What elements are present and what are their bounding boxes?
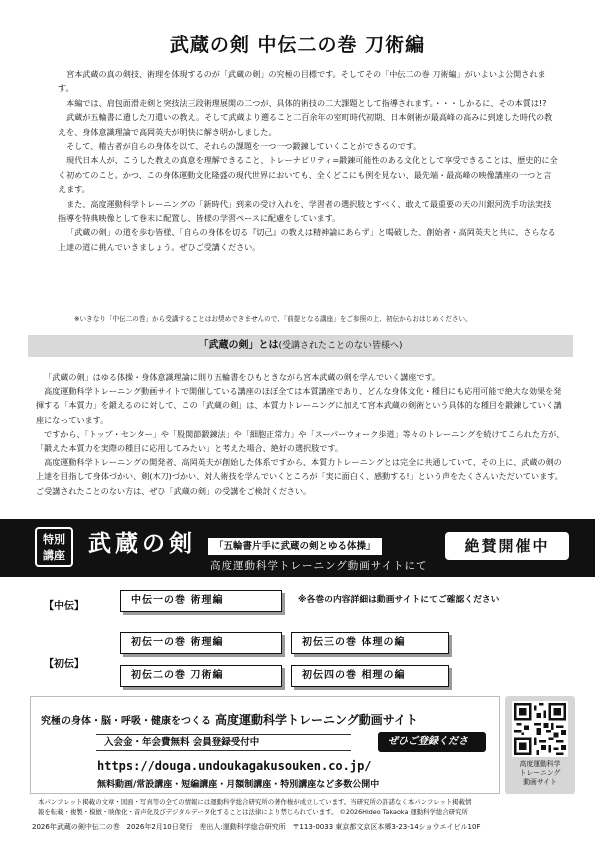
copyright-notice (38, 797, 568, 817)
shoden-label: 【初伝】 (44, 659, 84, 670)
intro-paragraph: そして、稽古者が自らの身体を以て、それらの課題を一つ一つ鍛錬していくことができるのです。 (66, 141, 422, 152)
footer (32, 822, 572, 832)
copyright-mark: ©2026Hideo Takaoka 運動科学総合研究所 (339, 808, 468, 816)
course-chuden-1[interactable]: 中伝一の巻 術理編 (120, 590, 282, 612)
slogan-text: 究極の身体・脳・呼吸・健康をつくる (41, 716, 211, 727)
course-shoden-4[interactable]: 初伝四の巻 相理の編 (291, 665, 449, 687)
course-shoden-3[interactable]: 初伝三の巻 体理の編 (291, 632, 449, 654)
section-heading-main: 「武蔵の剣」とは (198, 340, 279, 351)
course-shoden-2[interactable]: 初伝二の巻 刀術編 (120, 665, 282, 687)
section-heading-sub: (受講されたことのない皆様へ) (278, 341, 403, 351)
chuden-label: 【中伝】 (44, 601, 84, 612)
promo-subtitle: 「五輪書片手に武蔵の剣とゆる体操」 (208, 538, 382, 555)
prerequisite-note: ※いきなり「中伝二の巻」から受講することはお奨めできませんので、「前提となる講座」をご参照の上、初伝からおはじめください。 (74, 315, 472, 323)
site-info-box (30, 696, 500, 794)
copyright-line (38, 807, 568, 817)
intro-paragraph: 本編では、肩包面滑走剣と突技法三段術理展開の二つが、具体的術技の二大課題として指導されます。・・・しかるに、その本質は!? (66, 97, 547, 108)
copyright-line: 本パンフレット掲載の文章・図面・写真等の全ての情報には運動科学総合研究所の著作権が成立しています。当研究所の許諾なく本パンフレット掲載情 (38, 798, 472, 806)
site-name: 高度運動科学トレーニング動画サイト (215, 713, 418, 727)
qr-label-line: 高度運動科学 (519, 760, 561, 768)
membership-info: 入会金・年会費無料 会員登録受付中 (96, 734, 351, 751)
page-title: 武蔵の剣 中伝二の巻 刀術編 (169, 34, 426, 56)
about-paragraph: 高度運動科学トレーニング動画サイトで開催している講座のほぼ全ては本質講座であり、どんな身体文化・種目にも応用可能で絶大な効果を発揮する「本質力」を鍛えるのに対して、この「武蔵の剣」は、本質力トレーニングに加えて宮本武蔵の剣術という具体的な種目を鍛錬していく講座になっています。 (36, 386, 562, 425)
special-course-badge (35, 527, 73, 567)
intro-paragraph: 宮本武蔵の真の剣技、術理を体現するのが「武蔵の剣」の究極の目標です。そしてその「中伝二の巻 刀術編」がいよいよ公開されます。 (58, 69, 546, 94)
now-showing-badge: 絶賛開催中 (445, 532, 569, 560)
copyright-text: 報を転載・複製・模倣・映像化・音声化及びデジタルデータ化することは法律により禁じられています。 (38, 808, 338, 816)
about-section (36, 370, 566, 498)
course-shoden-1[interactable]: 初伝一の巻 術理編 (120, 632, 282, 654)
footer-address: 〒113-0033 東京都文京区本郷3-23-14ショウエイビル10F (292, 823, 481, 831)
about-paragraph: 高度運動科学トレーニングの開発者、高岡英夫が創始した体系ですから、本質力トレーニングとは完全に共通していて、その上に、武蔵の剣の上達を目指して身体づかい、剣(木刀)づかい、対人術技を学んでいくところが「実に面白く、感動する!」という声をたくさんいただいています。ご受講されたことのない方は、ぜひ「武蔵の剣」の受講をご検討ください。 (36, 457, 563, 496)
intro-paragraph: また、高度運動科学トレーニングの「新時代」到来の受け入れを、学習者の選択肢とすべく、敢えて最重要の天の川銀河洗手功法実技指導を特典映像として巻末に配置し、皆様の学習ペースに配慮をしています。 (58, 198, 552, 224)
site-url-link[interactable]: https://douga.undoukagakusouken.co.jp/ (97, 759, 372, 773)
badge-line: 講座 (43, 549, 65, 562)
section-heading (28, 335, 573, 357)
qr-code-icon[interactable] (512, 701, 568, 757)
qr-label-line: 動画サイト (523, 778, 557, 786)
footer-publisher: 差出人:運動科学総合研究所 (199, 823, 286, 831)
qr-label (505, 760, 575, 787)
promo-brand: 武蔵の剣 (88, 530, 196, 557)
intro-section (58, 67, 558, 254)
badge-line: 特別 (43, 533, 65, 546)
footer-doc: 2026年武蔵の剣中伝二の巻 (32, 823, 120, 831)
register-button[interactable]: ぜひご登録ください (378, 732, 486, 752)
course-list-summary: 無料動画/常設講座・短編講座・月額制講座・特別講座など多数公開中 (97, 780, 380, 790)
intro-paragraph: 「武蔵の剣」の道を歩む皆様、「自らの身体を切る『切己』の教えは精神論にあらず」と喝破した、創始者・高岡英夫と共に、さらなる上達の道に挑んでいきましょう。ぜひご受講ください。 (58, 227, 556, 252)
about-paragraph: 「武蔵の剣」はゆる体操・身体意識理論に則り五輪書をひもときながら宮本武蔵の剣を学んでいく講座です。 (44, 372, 441, 382)
qr-panel (505, 696, 575, 794)
qr-label-line: トレーニング (519, 769, 561, 777)
promo-banner (0, 519, 595, 577)
site-slogan (41, 711, 418, 728)
about-paragraph: ですから、「トップ・センター」や「股関節鍛錬法」や「細胞正常力」や「スーパーウォーク歩道」等々のトレーニングを続けてこられた方が、「鍛えた本質力を実際の種目に応用してみたい」と考えた場合、絶好の選択肢です。 (36, 428, 565, 454)
intro-paragraph: 現代日本人が、こうした教えの真意を理解できること、トレーナビリティ=鍛錬可能性のある文化として享受できることは、歴史的に全く初めてのこと。かつ、この身体運動文化隆盛の現代世界においても、全くどこにも例を見ない、最先端・最高峰の映像講座の一つと言えます。 (58, 155, 558, 195)
promo-site: 高度運動科学トレーニング動画サイトにて (210, 560, 428, 572)
footer-date: 2026年2月10日発行 (126, 823, 193, 831)
intro-paragraph: 武蔵が五輪書に遺した刀遣いの教え。そして武蔵より遡ること二百余年の室町時代初期、日本剣術が最高峰の高みに到達した時代の教えを、身体意識理論で高岡英夫が明快に解き明かしました。 (58, 112, 553, 137)
info-note: ※各巻の内容詳細は動画サイトにてご確認ください (298, 595, 500, 605)
